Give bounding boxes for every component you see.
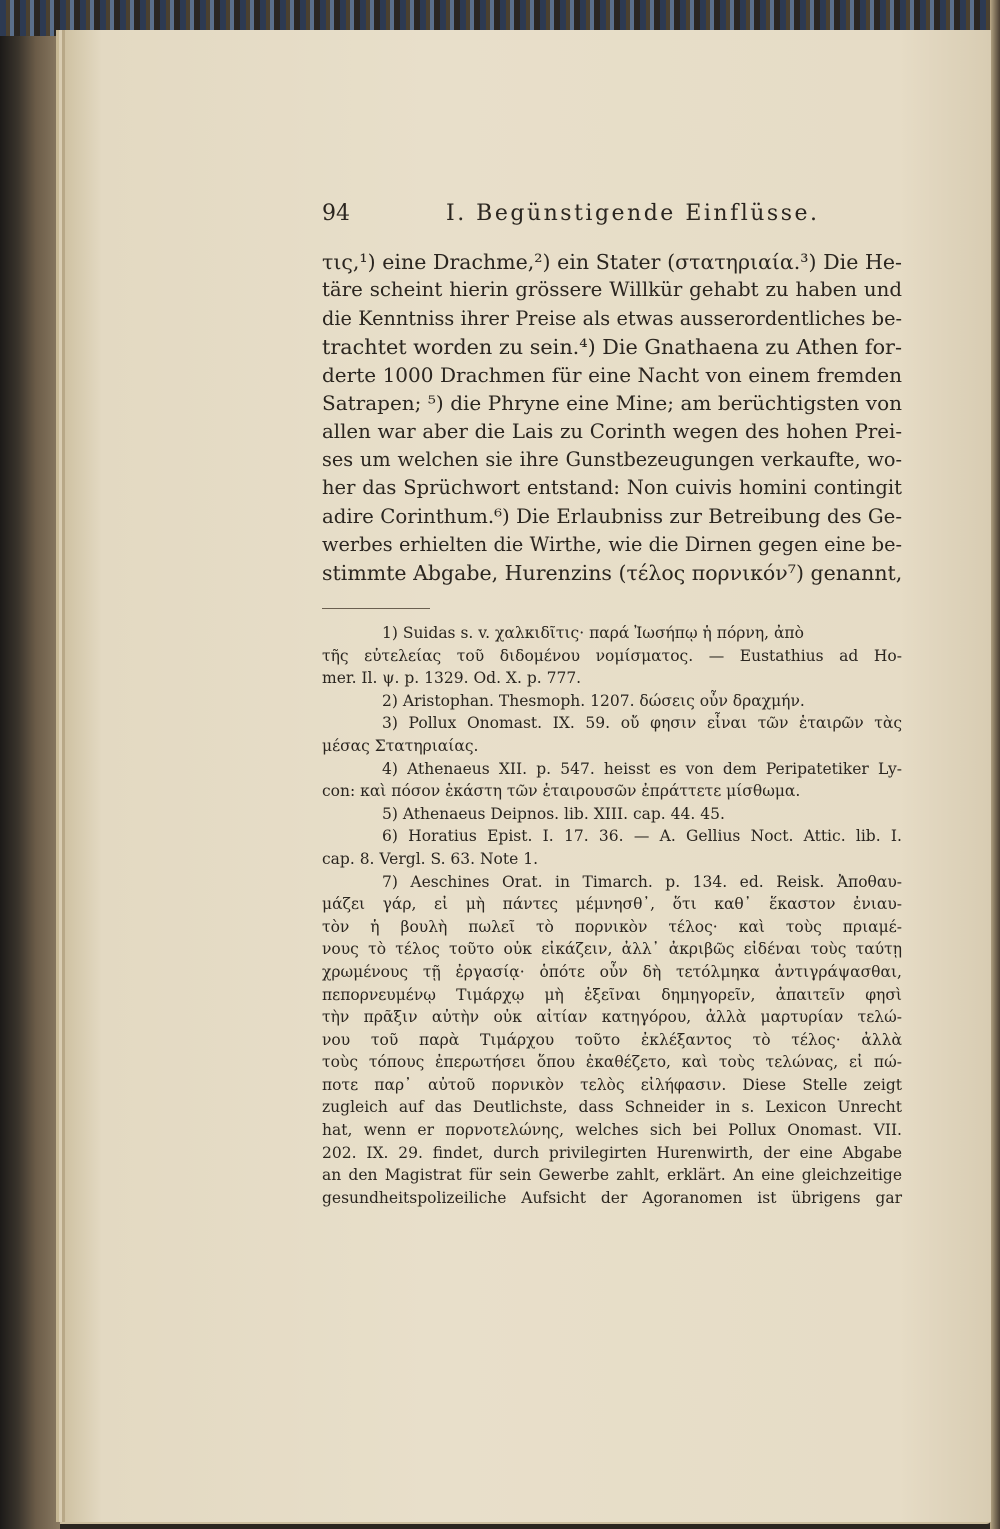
body-line: werbes erhielten die Wirthe, wie die Dirnen gegen eine be- [322, 532, 902, 556]
footnote-line: 3) Pollux Onomast. IX. 59. οὔ φησιν εἶναι τῶν ἑταιρῶν τὰς [382, 714, 902, 733]
footnote-line: μάζει γάρ, εἰ μὴ πάντες μέμνησθ᾽, ὅτι καθ᾽ ἕκαστον ἐνιαυ- [322, 895, 902, 914]
footnote-line: 1) Suidas s. v. χαλκιδῖτις· παρά Ἰωσήπῳ ἡ πόρνη, ἀπὸ [382, 624, 804, 642]
footnote-line: con: καὶ πόσον ἑκάστη τῶν ἑταιρουσῶν ἐπράττετε μίσθωμα. [322, 782, 801, 801]
running-title: I. Begünstigende Einflüsse. [446, 201, 820, 226]
footnote-line: νου τοῦ παρὰ Τιμάρχου τοῦτο ἐκλέξαντος τὸ τέλος· ἀλλὰ [322, 1030, 902, 1049]
footnote-rule [322, 608, 430, 609]
footnote-line: 6) Horatius Epist. I. 17. 36. — A. Gellius Noct. Attic. lib. I. [382, 827, 902, 846]
footnote-line: νους τὸ τέλος τοῦτο οὐκ εἰκάζειν, ἀλλ᾽ ἀκριβῶς εἰδέναι τοὺς ταύτῃ [322, 940, 902, 959]
footnote-line: gesundheitspolizeiliche Aufsicht der Agoranomen ist übrigens gar [322, 1188, 902, 1207]
footnote-line: an den Magistrat für sein Gewerbe zahlt, erklärt. An eine gleichzeitige [322, 1166, 902, 1185]
body-line: Satrapen; ⁵) die Phryne eine Mine; am berüchtigsten von [322, 391, 902, 416]
footnote-line: 4) Athenaeus XII. p. 547. heisst es von dem Peripatetiker Ly- [382, 759, 902, 778]
footnote-line: τοὺς τόπους ἐπερωτήσει ὅπου ἐκαθέζετο, καὶ τοὺς τελώνας, εἰ πώ- [322, 1053, 902, 1072]
footnote-line: μέσας Στατηριαίας. [322, 736, 479, 755]
body-line: täre scheint hierin grössere Willkür gehabt zu haben und [322, 278, 902, 302]
footnote-line: cap. 8. Vergl. S. 63. Note 1. [322, 849, 539, 868]
footnote-line: zugleich auf das Deutlichste, dass Schneider in s. Lexicon Unrecht [322, 1098, 902, 1117]
footnote-line: 7) Aeschines Orat. in Timarch. p. 134. ed. Reisk. Ἀποθαυ- [382, 872, 902, 891]
running-head [322, 197, 912, 237]
body-line: her das Sprüchwort entstand: Non cuivis homini contingit [322, 476, 902, 500]
book-binding [0, 0, 60, 1529]
footnote-line: τὴν πρᾶξιν αὐτὴν οὐκ αἰτίαν κατηγόρου, ἀλλὰ μαρτυρίαν τελώ- [322, 1008, 902, 1027]
footnote-line: hat, wenn er πορνοτελώνης, welches sich bei Pollux Onomast. VII. [322, 1121, 902, 1140]
body-line: allen war aber die Lais zu Corinth wegen des hohen Prei- [322, 419, 902, 443]
footnote-line: πεπορνευμένῳ Τιμάρχῳ μὴ ἐξεῖναι δημηγορεῖν, ἀπαιτεῖν φησὶ [322, 985, 902, 1004]
page-number: 94 [322, 201, 350, 226]
footnote-line: ποτε παρ᾽ αὐτοῦ πορνικὸν τελὸς εἰλήφασιν. Diese Stelle zeigt [322, 1075, 902, 1094]
body-line: stimmte Abgabe, Hurenzins (τέλος πορνικόν⁷) genannt, [322, 561, 903, 586]
footnote-line: mer. Il. ψ. p. 1329. Od. X. p. 777. [322, 669, 582, 688]
footnote-line: 2) Aristophan. Thesmoph. 1207. δώσεις οὖν δραχμήν. [382, 691, 805, 710]
footnote-line: 5) Athenaeus Deipnos. lib. XIII. cap. 44. 45. [382, 804, 725, 823]
body-line: derte 1000 Drachmen für eine Nacht von einem fremden [322, 363, 902, 388]
footnote-line: τῆς εὐτελείας τοῦ διδομένου νομίσματος. — Eustathius ad Ho- [322, 646, 902, 665]
footnote-line: τὸν ἡ βουλὴ πωλεῖ τὸ πορνικὸν τέλος· καὶ τοὺς πριαμέ- [322, 917, 902, 936]
footnotes [322, 622, 902, 1209]
body-line: adire Corinthum.⁶) Die Erlaubniss zur Betreibung des Ge- [322, 504, 902, 528]
body-text [322, 248, 902, 588]
body-line: ses um welchen sie ihre Gunstbezeugungen verkaufte, wo- [322, 448, 902, 472]
footnote-line: 202. IX. 29. findet, durch privilegirten Hurenwirth, der eine Abgabe [322, 1143, 902, 1162]
body-line: trachtet worden zu sein.⁴) Die Gnathaena zu Athen for- [322, 334, 902, 359]
footnote-line: χρωμένους τῇ ἐργασίᾳ· ὁπότε οὖν δὴ τετόλμηκα ἀντιγράψασθαι, [322, 962, 902, 981]
body-line: τις,¹) eine Drachme,²) ein Stater (στατηριαία.³) Die He- [322, 250, 902, 274]
body-line: die Kenntniss ihrer Preise als etwas ausserordentliches be- [322, 306, 902, 330]
right-page-edge [990, 0, 1000, 1529]
